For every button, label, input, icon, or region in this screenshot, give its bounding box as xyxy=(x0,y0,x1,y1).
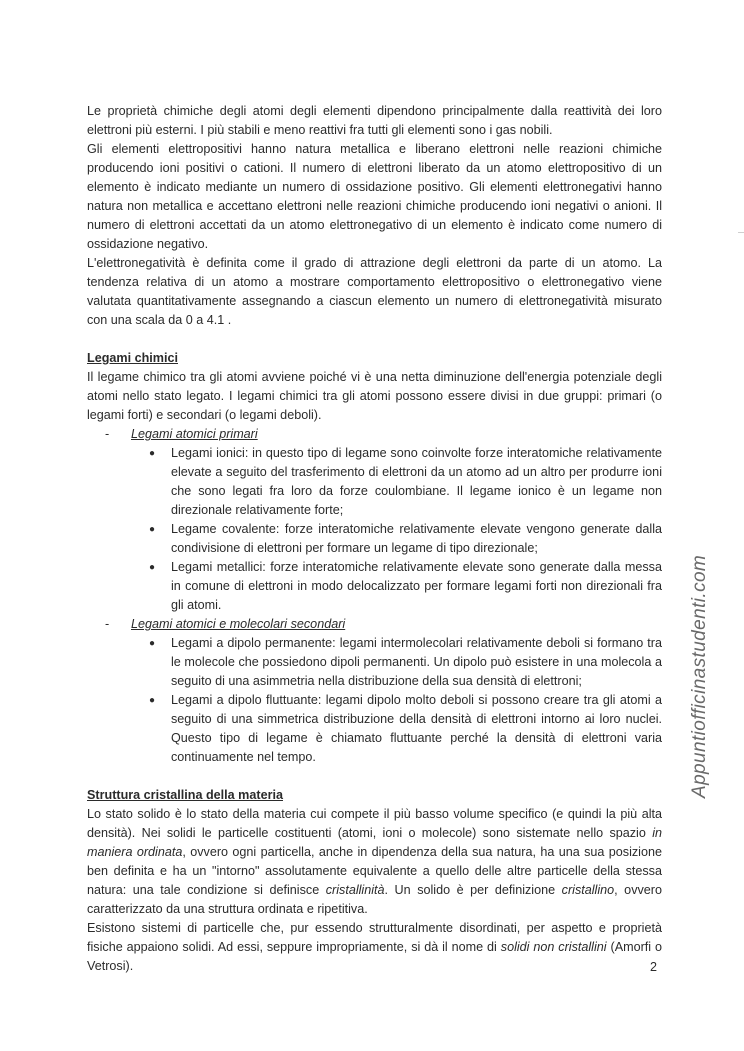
document-body xyxy=(87,102,662,976)
list-item xyxy=(87,520,662,558)
page-number: 2 xyxy=(650,960,658,974)
list-item-text: Legami ionici: in questo tipo di legame sono coinvolte forze interatomiche relativamente elevate a seguito del trasferimento di elettroni da un atomo ad un altro per produrre ioni che sono legati fra loro da forze coulombiane. Il legame ionico è un legame non direzionale relativamente forte; xyxy=(171,446,662,517)
bond-groups-list xyxy=(87,425,662,444)
paragraph-noble-gases: Le proprietà chimiche degli atomi degli elementi dipendono principalmente dalla reattività dei loro elettroni più esterni. I più stabili e meno reattivi fra tutti gli elementi sono i gas nobili. xyxy=(87,104,662,137)
secondari-list xyxy=(87,634,662,767)
text-run: , ovvero caratterizzato da una struttura ordinata e ripetitiva. xyxy=(87,883,662,916)
watermark: Appuntiofficinastudenti.com xyxy=(689,554,710,798)
bullet-icon: ● xyxy=(149,562,156,573)
bullet-icon: ● xyxy=(149,695,156,706)
list-item-secondari xyxy=(87,615,662,634)
subheading-primari: Legami atomici primari xyxy=(131,427,258,441)
list-item xyxy=(87,444,662,520)
list-item xyxy=(87,634,662,691)
primari-list xyxy=(87,444,662,615)
spacer xyxy=(87,330,662,349)
list-item-text: Legame covalente: forze interatomiche relativamente elevate vengono generate dalla condivisione di elettroni per formare un legame di tipo direzionale; xyxy=(171,522,662,555)
text-run: . Un solido è per definizione xyxy=(384,883,562,897)
text-run-italic: cristallinità xyxy=(325,883,385,897)
scan-edge-mark xyxy=(738,232,744,233)
bullet-icon: ● xyxy=(149,448,156,459)
text-run-italic: in maniera ordinata xyxy=(87,826,662,859)
list-item-text: Legami a dipolo permanente: legami intermolecolari relativamente deboli si formano tra le molecole che possiedono dipoli permanenti. Un dipolo può esistere in una molecola a seguito di una asimmetria nella distribuzione della sua densità di elettroni; xyxy=(171,636,662,688)
dash-marker: - xyxy=(105,617,110,631)
subheading-secondari: Legami atomici e molecolari secondari xyxy=(131,617,346,631)
list-item xyxy=(87,558,662,615)
text-run: Esistono sistemi di particelle che, pur essendo strutturalmente disordinati, per aspetto e proprietà fisiche appaiono solidi. Ad essi, seppure impropriamente, si dà il nome di xyxy=(87,921,662,954)
paragraph-stato-solido xyxy=(87,805,662,919)
paragraph-oxidation: Gli elementi elettropositivi hanno natura metallica e liberano elettroni nelle reazioni chimiche producendo ioni positivi o cationi. Il numero di elettroni liberato da un atomo elettropositivo di un elemento è indicato mediante un numero di ossidazione positivo. Gli elementi elettronegativi hanno natura non metallica e accettano elettroni nelle reazioni chimiche producendo ioni negativi o anioni. Il numero di elettroni accettati da un atomo elettronegativo di un elemento è indicato come numero di ossidazione negativo. xyxy=(87,142,662,251)
text-run: (Amorfi o Vetrosi). xyxy=(87,940,662,973)
paragraph-legami-intro: Il legame chimico tra gli atomi avviene poiché vi è una netta diminuzione dell'energia potenziale degli atomi nello stato legato. I legami chimici tra gli atomi possono essere divisi in due gruppi: primari (o legami forti) e secondari (o legami deboli). xyxy=(87,370,662,422)
bullet-icon: ● xyxy=(149,638,156,649)
heading-struttura-cristallina: Struttura cristallina della materia xyxy=(87,788,283,802)
paragraph-electronegativity: L'elettronegatività è definita come il grado di attrazione degli elettroni da parte di un atomo. La tendenza relativa di un atomo a mostrare comportamento elettropositivo o elettronegativo viene valutata quantitativamente assegnando a ciascun elemento un numero di elettronegatività misurato con una scala da 0 a 4.1 . xyxy=(87,256,662,327)
list-item-text: Legami metallici: forze interatomiche relativamente elevate sono generate dalla messa in comune di elettroni in modo delocalizzato per formare legami forti non direzionali fra gli atomi. xyxy=(171,560,662,612)
dash-marker: - xyxy=(105,427,110,441)
list-item-text: Legami a dipolo fluttuante: legami dipolo molto deboli si possono creare tra gli atomi a seguito di una simmetrica distribuzione della densità di elettroni intorno ai loro nuclei. Questo tipo di legame è chiamato fluttuante perché la densità di elettroni varia continuamente nel tempo. xyxy=(171,693,662,764)
text-run-italic: cristallino xyxy=(561,883,615,897)
bullet-icon: ● xyxy=(149,524,156,535)
heading-legami-chimici: Legami chimici xyxy=(87,351,178,365)
text-run: , ovvero ogni particella, anche in dipendenza della sua natura, ha una sua posizione ben definita e ha un "intorno" assolutamente equivalente a quello delle altre particelle della stessa natura: una tale condizione si definisce xyxy=(87,845,662,897)
spacer xyxy=(87,767,662,786)
list-item xyxy=(87,691,662,767)
bond-groups-list xyxy=(87,615,662,634)
text-run: Lo stato solido è lo stato della materia cui compete il più basso volume specifico (e quindi la più alta densità). Nei solidi le particelle costituenti (atomi, ioni o molecole) sono sistemate nello spazio xyxy=(87,807,662,840)
paragraph-solidi-amorfi xyxy=(87,919,662,976)
text-run-italic: solidi non cristallini xyxy=(500,940,607,954)
list-item-primari xyxy=(87,425,662,444)
